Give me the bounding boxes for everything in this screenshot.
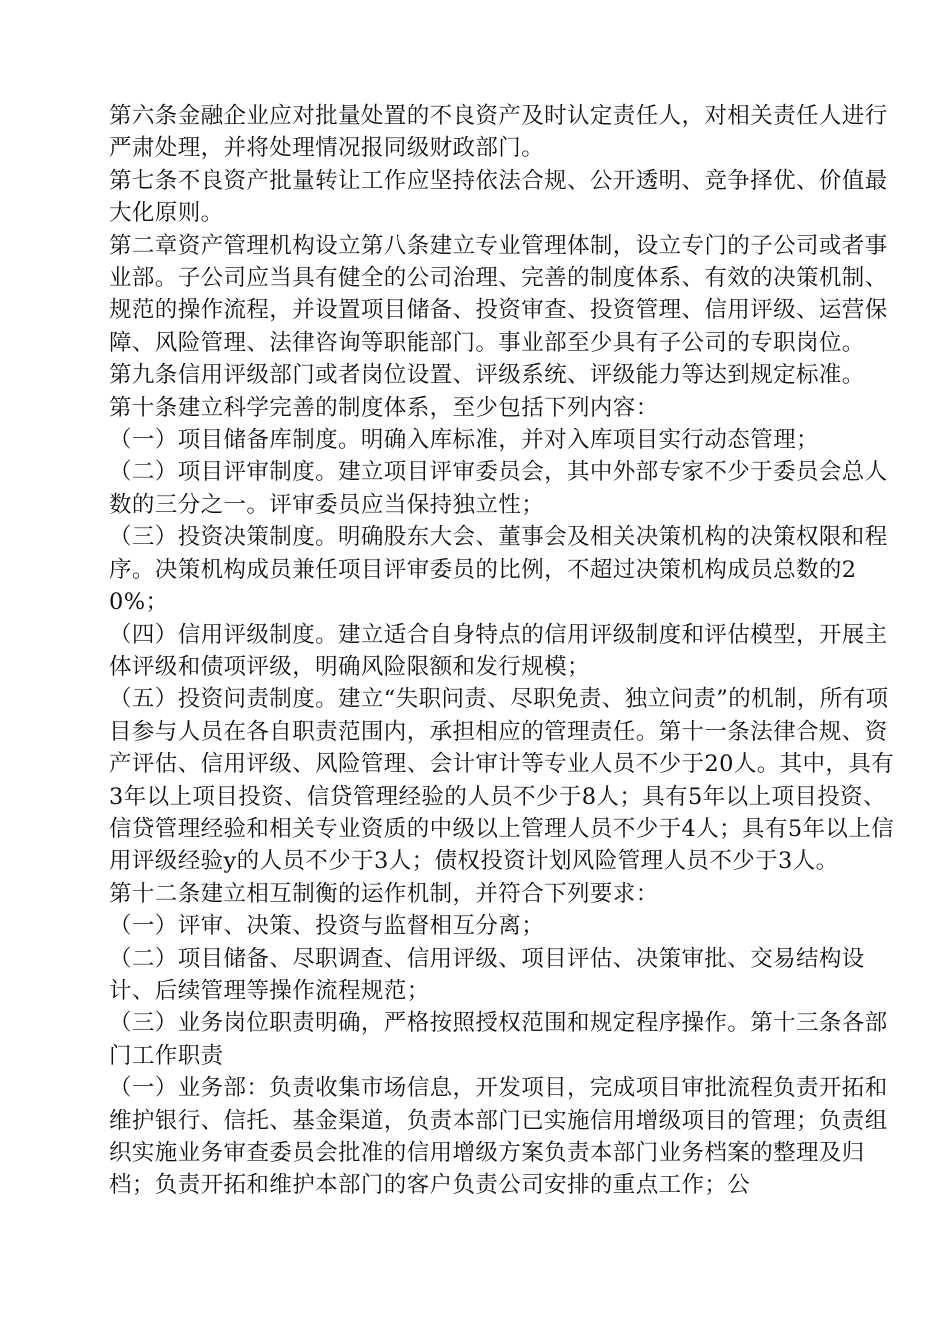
article-12-item-3-article-13: （三）业务岗位职责明确，严格按照授权范围和规定程序操作。第十三条各部门工作职责 [109, 1010, 888, 1069]
article-9-paragraph: 第九条信用评级部门或者岗位设置、评级系统、评级能力等达到规定标准。 [109, 362, 865, 389]
article-10-item-2: （二）项目评审制度。建立项目评审委员会，其中外部专家不少于委员会总人数的三分之一。评审委员应当保持独立性； [109, 459, 888, 518]
chapter-2-article-8-paragraph: 第二章资产管理机构设立第八条建立专业管理体制，设立专门的子公司或者事业部。子公司应当具有健全的公司治理、完善的制度体系、有效的决策机制、规范的操作流程，并设置项目储备、投资审查、投资管理、信用评级、运营保障、风险管理、法律咨询等职能部门。事业部至少具有子公司的专职岗位。 [109, 232, 888, 356]
article-10-item-3: （三）投资决策制度。明确股东大会、董事会及相关决策机构的决策权限和程序。决策机构成员兼任项目评审委员的比例，不超过决策机构成员总数的20%； [109, 524, 888, 616]
article-12-item-2: （二）项目储备、尽职调查、信用评级、项目评估、决策审批、交易结构设计、后续管理等操作流程规范； [109, 945, 865, 1004]
article-12-item-1: （一）评审、决策、投资与监督相互分离； [109, 913, 545, 940]
document-body [109, 100, 899, 1202]
article-6-paragraph: 第六条金融企业应对批量处置的不良资产及时认定责任人，对相关责任人进行严肃处理，并将处理情况报同级财政部门。 [109, 103, 888, 162]
article-10-item-4: （四）信用评级制度。建立适合自身特点的信用评级制度和评估模型，开展主体评级和债项评级，明确风险限额和发行规模； [109, 621, 888, 680]
article-10-paragraph: 第十条建立科学完善的制度体系，至少包括下列内容： [109, 394, 659, 421]
article-12-paragraph: 第十二条建立相互制衡的运作机制，并符合下列要求： [109, 880, 659, 907]
article-13-item-1: （一）业务部：负责收集市场信息，开发项目，完成项目审批流程负责开拓和维护银行、信托、基金渠道，负责本部门已实施信用增级项目的管理；负责组织实施业务审查委员会批准的信用增级方案负责本部门业务档案的整理及归档；负责开拓和维护本部门的客户负责公司安排的重点工作；公 [109, 1075, 888, 1199]
article-7-paragraph: 第七条不良资产批量转让工作应坚持依法合规、公开透明、竞争择优、价值最大化原则。 [109, 167, 888, 227]
article-10-item-1: （一）项目储备库制度。明确入库标准，并对入库项目实行动态管理； [109, 427, 819, 454]
article-10-item-5-article-11: （五）投资问责制度。建立“失职问责、尽职免责、独立问责”的机制，所有项目参与人员在各自职责范围内，承担相应的管理责任。第十一条法律合规、资产评估、信用评级、风险管理、会计审计等专业人员不少于20人。其中，具有3年以上项目投资、信贷管理经验的人员不少于8人；具有5年以上项目投资、信贷管理经验和相关专业资质的中级以上管理人员不少于4人；具有5年以上信用评级经验y的人员不少于3人；债权投资计划风险管理人员不少于3人。 [109, 686, 895, 875]
